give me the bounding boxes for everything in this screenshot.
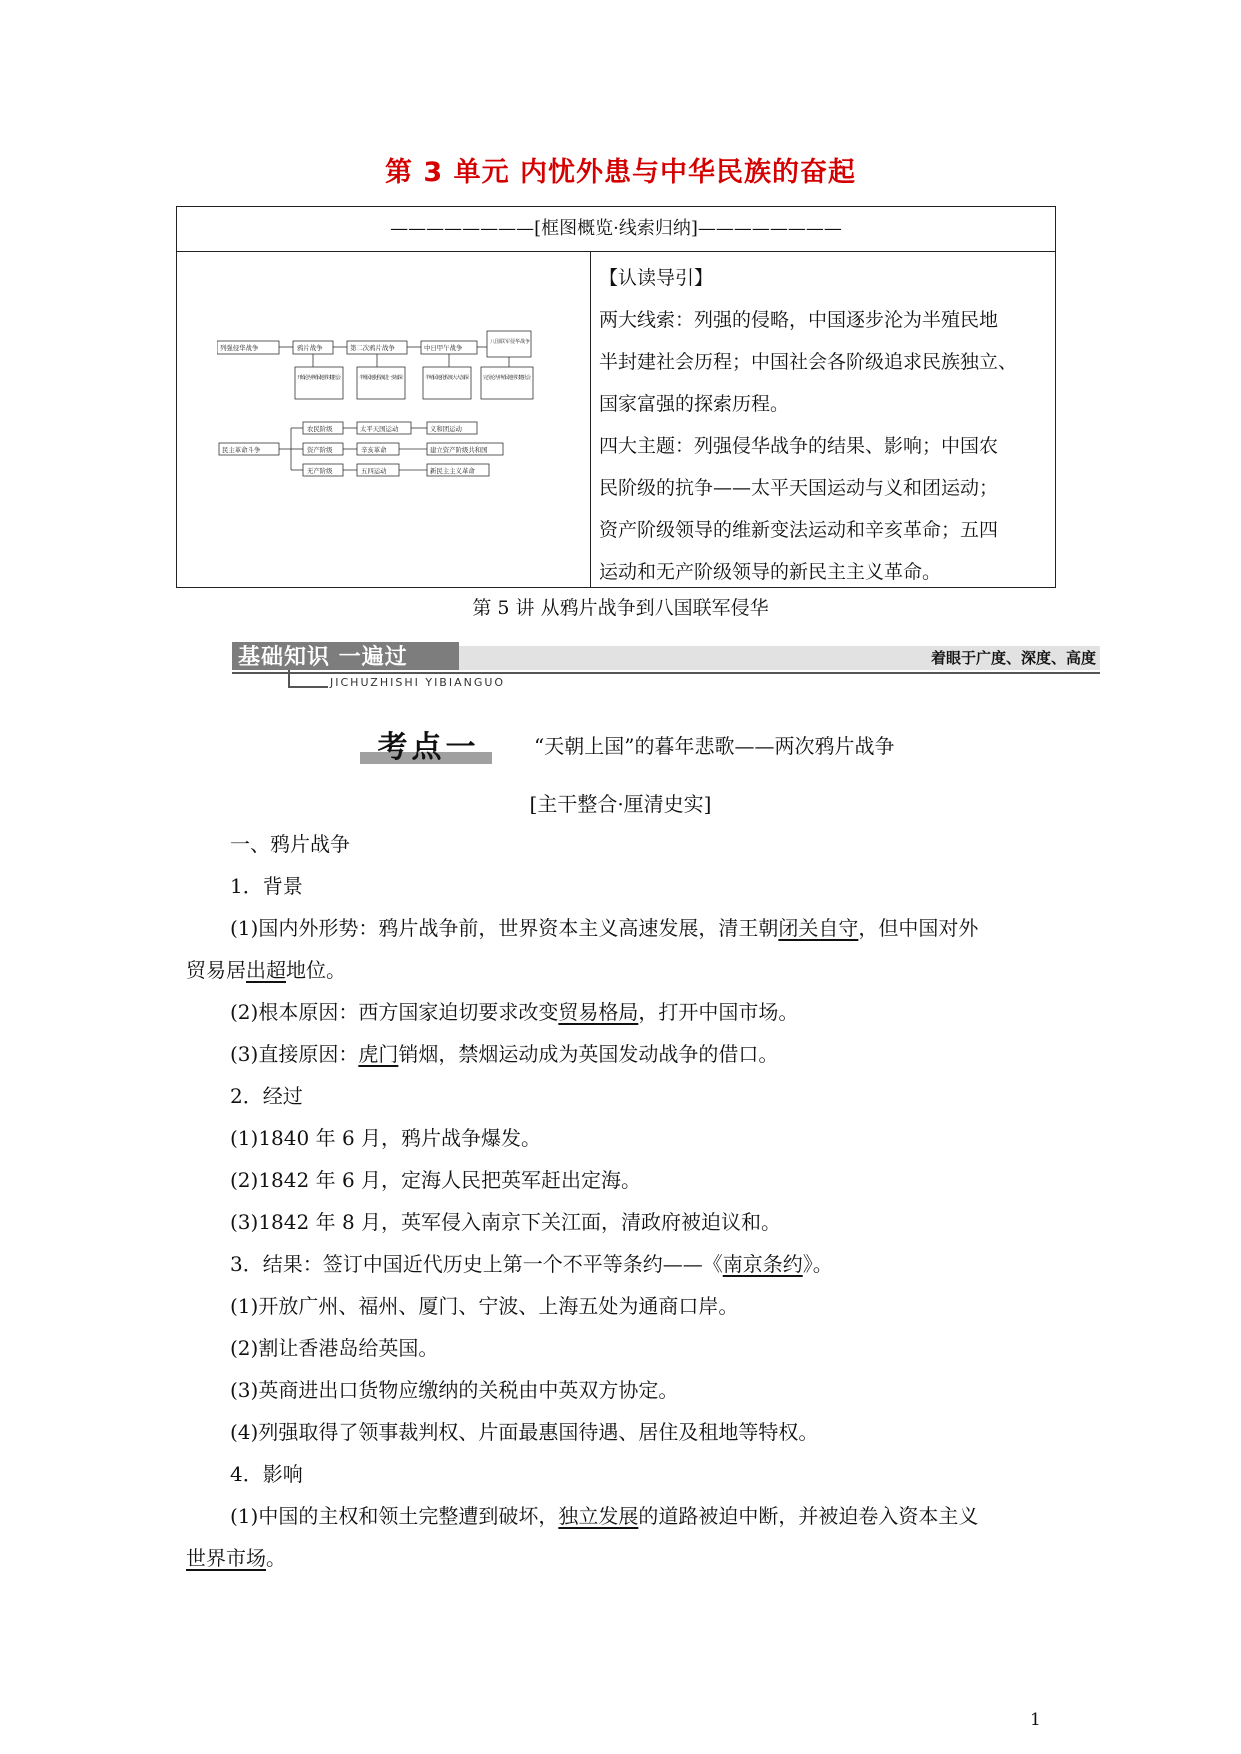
diagram-node: 半殖民地化程度进一步加深 (359, 375, 403, 381)
guide-line: 国家富强的探索历程。 (599, 393, 790, 415)
page-number: 1 (1030, 1710, 1041, 1730)
guide-line: 民阶级的抗争——太平天国运动与义和团运动； (599, 477, 999, 499)
paragraph: (1)中国的主权和领土完整遭到破坏，独立发展的道路被迫中断，并被迫卷入资本主义 (230, 1504, 979, 1528)
subsection-heading: 3．结果：签订中国近代历史上第一个不平等条约——《南京条约》。 (230, 1252, 833, 1276)
diagram-node: 太平天国运动 (360, 425, 399, 433)
paragraph: (1)国内外形势：鸦片战争前，世界资本主义高速发展，清王朝闭关自守，但中国对外 (230, 916, 979, 940)
section-heading: 一、鸦片战争 (230, 832, 350, 856)
key-term: 世界市场 (186, 1546, 266, 1570)
diagram-node: 第二次鸦片战争 (350, 344, 395, 352)
diagram-node: 中日甲午战争 (424, 344, 463, 352)
diagram-node: 无产阶级 (307, 467, 333, 475)
diagram-node: 半殖民地化程度大大加深 (425, 375, 469, 381)
diagram-node: 辛亥革命 (361, 446, 387, 454)
diagram-node: 资产阶级 (307, 446, 333, 454)
key-term: 虎门 (358, 1042, 399, 1066)
paragraph: (3)直接原因：虎门销烟，禁烟运动成为英国发动战争的借口。 (230, 1042, 779, 1066)
key-term: 贸易格局 (558, 1000, 639, 1024)
paragraph: 贸易居出超地位。 (186, 958, 346, 982)
framework-diagram (217, 327, 537, 487)
guide-line: 半封建社会历程；中国社会各阶级追求民族独立、 (599, 351, 1018, 373)
diagram-node: 五四运动 (361, 467, 387, 475)
paragraph: 世界市场。 (186, 1546, 286, 1570)
subsection-heading: 1．背景 (230, 874, 303, 898)
paragraph: (3)1842 年 8 月，英军侵入南京下关江面，清政府被迫议和。 (230, 1210, 782, 1234)
diagram-node: 民主革命斗争 (222, 446, 261, 454)
paragraph: (1)1840 年 6 月，鸦片战争爆发。 (230, 1126, 542, 1150)
banner-slogan: 着眼于广度、深度、高度 (930, 649, 1096, 667)
reading-guide (599, 257, 1054, 593)
banner-label: 基础知识 一遍过 (238, 645, 408, 670)
paragraph: (3)英商进出口货物应缴纳的关税由中英双方协定。 (230, 1378, 679, 1402)
kaodian-topic: “天朝上国”的暮年悲歌——两次鸦片战争 (534, 734, 895, 758)
paragraph: (2)根本原因：西方国家迫切要求改变贸易格局，打开中国市场。 (230, 1000, 799, 1024)
key-term: 南京条约 (722, 1252, 803, 1276)
paragraph: (1)开放广州、福州、厦门、宁波、上海五处为通商口岸。 (230, 1294, 739, 1318)
guide-line: 四大主题：列强侵华战争的结果、影响；中国农 (599, 435, 999, 457)
diagram-node: 完全沦为半殖民地半封建社会 (483, 375, 531, 381)
lecture-title: 第 5 讲 从鸦片战争到八国联军侵华 (472, 597, 769, 619)
paragraph: (4)列强取得了领事裁判权、片面最惠国待遇、居住及租地等特权。 (230, 1420, 819, 1444)
overview-header: ————————[框图概览·线索归纳]———————— (177, 207, 1055, 252)
overview-table (176, 206, 1056, 588)
guide-line: 运动和无产阶级领导的新民主主义革命。 (599, 561, 942, 583)
key-term: 独立发展 (558, 1504, 639, 1528)
diagram-node: 列强侵华战争 (220, 344, 259, 352)
diagram-node: 农民阶级 (307, 425, 333, 433)
diagram-node: 义和团运动 (430, 425, 462, 433)
diagram-node: 八国联军侵华战争 (490, 339, 531, 345)
banner-pinyin: JICHUZHISHI YIBIANGUO (330, 676, 506, 689)
guide-line: 资产阶级领导的维新变法运动和辛亥革命；五四 (599, 519, 999, 541)
kaodian-label: 考点一 (377, 730, 480, 765)
guide-line: 两大线索：列强的侵略，中国逐步沦为半殖民地 (599, 309, 999, 331)
banner-corner (288, 686, 328, 688)
guide-title: 【认读导引】 (599, 267, 714, 289)
subsection-heading: 2．经过 (230, 1084, 303, 1108)
unit-title: 第 3 单元 内忧外患与中华民族的奋起 (385, 157, 856, 188)
paragraph: (2)割让香港岛给英国。 (230, 1336, 439, 1360)
diagram-node: 鸦片战争 (297, 344, 323, 352)
paragraph: (2)1842 年 6 月，定海人民把英军赶出定海。 (230, 1168, 642, 1192)
key-term: 闭关自守 (778, 916, 859, 940)
diagram-node: 开始沦为半殖民地半封建社会 (297, 375, 341, 381)
key-term: 出超 (246, 958, 286, 982)
diagram-node: 新民主主义革命 (430, 467, 475, 475)
sub-heading: [主干整合·厘清史实] (529, 792, 712, 816)
diagram-node: 建立资产阶级共和国 (430, 446, 488, 454)
subsection-heading: 4．影响 (230, 1462, 303, 1486)
banner-rule (232, 672, 1100, 674)
overview-divider (590, 251, 591, 588)
